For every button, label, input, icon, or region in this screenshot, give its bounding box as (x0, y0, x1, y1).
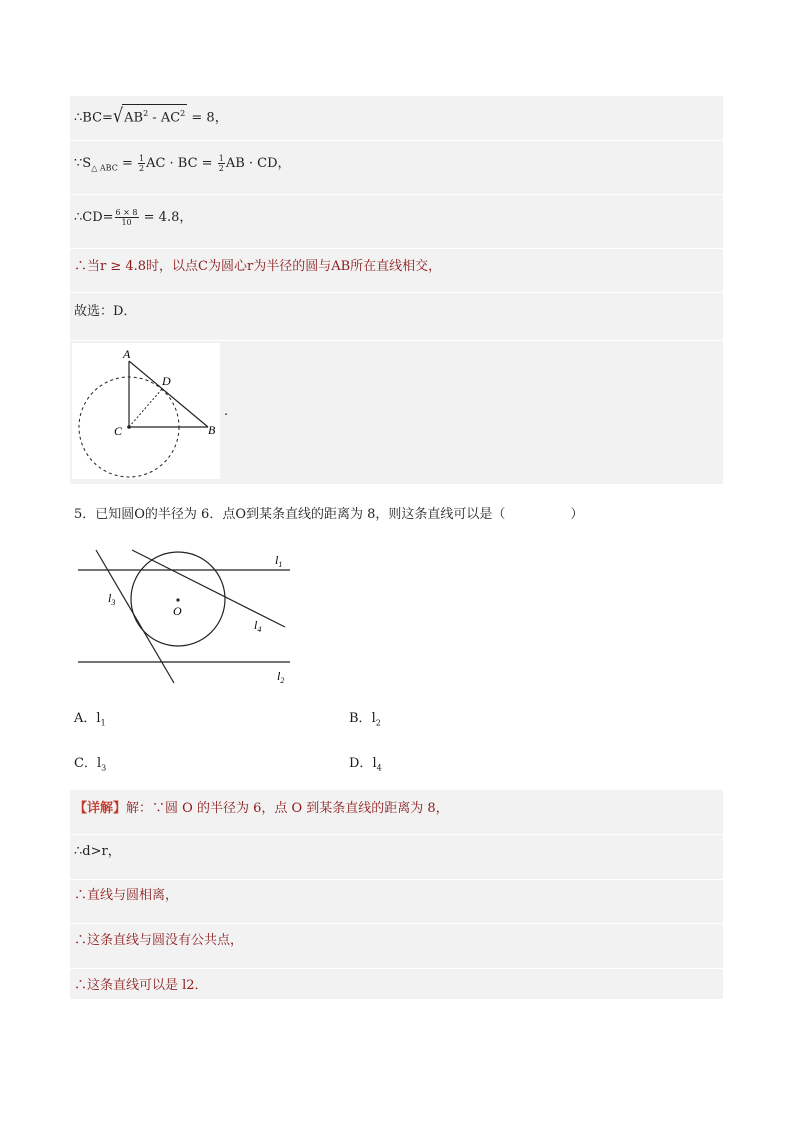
solution-line-area: $\because S_{\triangle ABC}$ = $\frac{1}{2}$ AC · BC = $\frac{1}{2}$ AB · CD， (74, 154, 291, 173)
sqrt-body: $AB^2 - AC^2$ (122, 104, 187, 127)
label-d: D (162, 374, 171, 388)
label-b: B (208, 423, 216, 437)
solution-line-conclusion: ∴当r ≥ 4.8时，以点C为圆心r为半径的圆与AB所在直线相交， (74, 259, 442, 274)
center-point-o (176, 598, 179, 601)
label-l3: $l_3$ (108, 591, 116, 607)
lines-circle-svg (70, 540, 300, 690)
label-c: C (114, 424, 123, 438)
triangle-subscript: △ ABC (91, 163, 118, 173)
half-fraction: $\frac{1}{2}$ (138, 154, 145, 173)
label-l4: $l_4$ (254, 618, 262, 634)
triangle-circle-figure (72, 343, 220, 479)
segment-cd (129, 389, 162, 427)
solution-line-cd: ∴CD= $\frac{6 \times 8}{10}$ = 4.8， (74, 208, 193, 227)
bc-result: = 8， (187, 110, 228, 126)
option-a[interactable]: A．$l_1$ (74, 711, 106, 728)
detail-tag: 【详解】 (74, 801, 127, 816)
option-c[interactable]: C．$l_3$ (74, 756, 107, 773)
label-a: A (123, 347, 131, 361)
detail-line-1: 【详解】解：∵圆 O 的半径为 6，点 O 到某条直线的距离为 8， (74, 801, 449, 816)
segment-ab (129, 361, 208, 427)
label-o: O (173, 604, 182, 618)
cd-fraction: $\frac{6 \times 8}{10}$ (115, 208, 138, 227)
therefore-symbol: ∴ (74, 110, 83, 126)
solution-band (70, 835, 723, 880)
option-d[interactable]: D．$l_4$ (349, 756, 382, 773)
point-c (127, 425, 131, 429)
detail-line-3: ∴直线与圆相离， (74, 888, 179, 903)
line-l4 (132, 550, 285, 627)
detail-line-5: ∴这条直线可以是 l2． (74, 978, 208, 993)
detail-line-2: ∴d>r， (74, 844, 121, 859)
triangle-circle-svg (72, 343, 220, 479)
detail-line-4: ∴这条直线与圆没有公共点， (74, 933, 244, 948)
option-b[interactable]: B．$l_2$ (349, 711, 381, 728)
figure-trailing-dot: . (224, 404, 229, 419)
lines-circle-figure (70, 540, 300, 690)
because-symbol: ∵ (74, 156, 83, 171)
question-5-text: 5．已知圆O的半径为 6．点O到某条直线的距离为 8，则这条直线可以是（ ） (74, 507, 584, 522)
label-l1: $l_1$ (275, 553, 283, 569)
solution-line-answer: 故选：D． (74, 304, 137, 319)
solution-line-bc (74, 104, 228, 127)
bc-label: BC= (82, 110, 113, 126)
label-l2: $l_2$ (277, 669, 285, 685)
solution-band (70, 293, 723, 341)
sqrt-sign: √ (112, 104, 124, 128)
half-fraction: $\frac{1}{2}$ (218, 154, 224, 173)
